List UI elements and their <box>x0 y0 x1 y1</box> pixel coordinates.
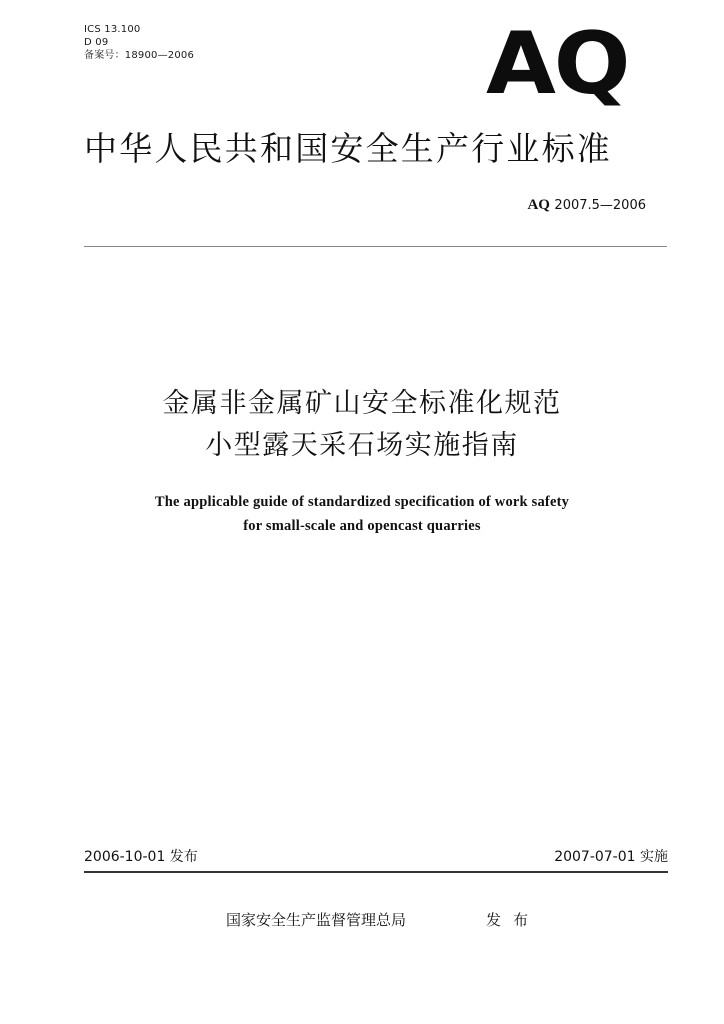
implementation-date: 2007-07-01 实施 <box>554 849 668 865</box>
standard-number-value: 2007.5—2006 <box>554 198 646 213</box>
bottom-divider <box>84 871 668 873</box>
document-title-line-1: 金属非金属矿山安全标准化规范 <box>162 388 562 419</box>
standard-number-prefix: AQ <box>527 197 550 213</box>
publish-label: 发布 <box>486 911 541 929</box>
document-title-line-2: 小型露天采石场实施指南 <box>205 430 519 461</box>
english-title-line-2: for small-scale and opencast quarries <box>243 518 481 534</box>
issue-date: 2006-10-01 发布 <box>84 849 198 865</box>
ics-code: ICS 13.100 <box>84 24 141 35</box>
aq-logo: AQ <box>486 14 629 114</box>
ccs-code: D 09 <box>84 37 109 48</box>
standard-number <box>527 196 646 215</box>
top-divider <box>84 246 667 247</box>
standard-category-title: 中华人民共和国安全生产行业标准 <box>84 129 612 168</box>
record-number: 备案号：18900—2006 <box>84 50 195 61</box>
english-title-line-1: The applicable guide of standardized specification of work safety <box>154 494 570 510</box>
publisher-name: 国家安全生产监督管理总局 <box>226 911 407 929</box>
